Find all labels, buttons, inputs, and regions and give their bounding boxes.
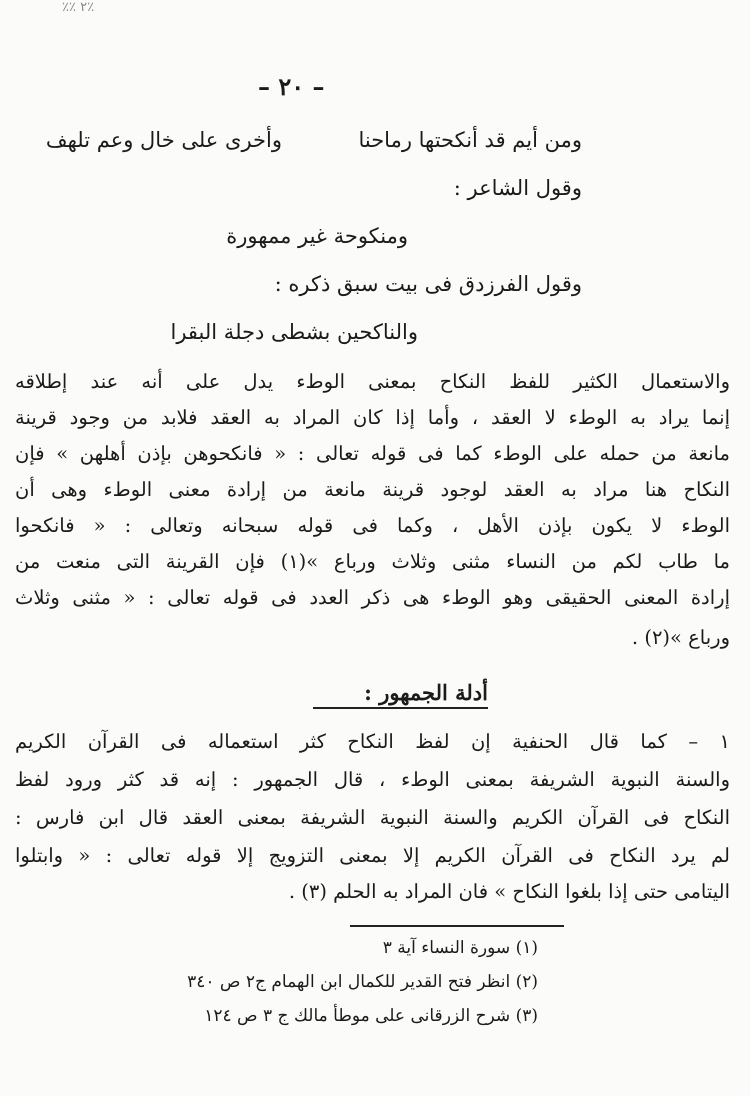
- paragraph-2-line-4: لم يرد النكاح فى القرآن الكريم إلا بمعنى التزويج إلا قوله تعالى : « وابتلوا: [15, 844, 730, 867]
- paragraph-1-line-5: الوطء لا يكون بإذن الأهل ، وكما فى قوله سبحانه وتعالى : « فانكحوا: [15, 514, 730, 537]
- poet-intro: وقول الشاعر :: [453, 176, 582, 200]
- page-number: – ٢٠ –: [258, 72, 325, 101]
- section-heading: أدلة الجمهور :: [364, 680, 488, 705]
- footnote-2: (٢) انظر فتح القدير للكمال ابن الهمام ج٢ ص ٣٤٠: [187, 972, 538, 992]
- footnote-3: (٣) شرح الزرقانى على موطأ مالك ج ٣ ص ١٢٤: [204, 1006, 538, 1026]
- paragraph-1-line-2: إنما يراد به الوطء لا العقد ، وأما إذا كان المراد به العقد فلابد من وجود قرينة: [15, 406, 730, 429]
- corner-mark: ٪٪ ٢٪: [62, 0, 95, 15]
- paragraph-1-line-7: إرادة المعنى الحقيقى وهو الوطء هى ذكر العدد فى قوله تعالى : « مثنى وثلاث: [15, 586, 730, 609]
- section-heading-underline: [313, 707, 488, 709]
- paragraph-2-line-2: والسنة النبوية الشريفة بمعنى الوطء ، قال الجمهور : إنه قد كثر ورود لفظ: [15, 768, 730, 791]
- farazdaq-intro: وقول الفرزدق فى بيت سبق ذكره :: [274, 272, 582, 296]
- hemistich-1: ومنكوحة غير ممهورة: [226, 224, 408, 248]
- paragraph-1-line-6: ما طاب لكم من النساء مثنى وثلاث ورباع »(١) فإن القرينة التى منعت من: [15, 550, 730, 573]
- footnote-1: (١) سورة النساء آية ٣: [382, 938, 538, 958]
- paragraph-1-last-line: ورباع »(٢) .: [631, 626, 730, 649]
- verse-first-hemistich: ومن أيم قد أنكحتها رماحنا: [358, 128, 582, 152]
- paragraph-2-last-line: اليتامى حتى إذا بلغوا النكاح » فان المراد به الحلم (٣) .: [288, 880, 730, 903]
- hemistich-2: والناكحين بشطى دجلة البقرا: [170, 320, 418, 344]
- paragraph-1-line-1: والاستعمال الكثير للفظ النكاح بمعنى الوطء يدل على أنه عند إطلاقه: [15, 370, 730, 393]
- footnote-separator: [350, 925, 564, 927]
- verse-second-hemistich: وأخرى على خال وعم تلهف: [45, 128, 282, 152]
- paragraph-1-line-4: النكاح هنا مراد به العقد لوجود قرينة مانعة من إرادة معنى الوطء وهى أن: [15, 478, 730, 501]
- paragraph-2-line-1: ١ – كما قال الحنفية إن لفظ النكاح كثر استعماله فى القرآن الكريم: [15, 730, 730, 753]
- paragraph-1-line-3: مانعة من حمله على الوطء كما فى قوله تعالى : « فانكحوهن بإذن أهلهن » فإن: [15, 442, 730, 465]
- paragraph-2-line-3: النكاح فى القرآن الكريم والسنة النبوية الشريفة بمعنى العقد قال ابن فارس :: [15, 806, 730, 829]
